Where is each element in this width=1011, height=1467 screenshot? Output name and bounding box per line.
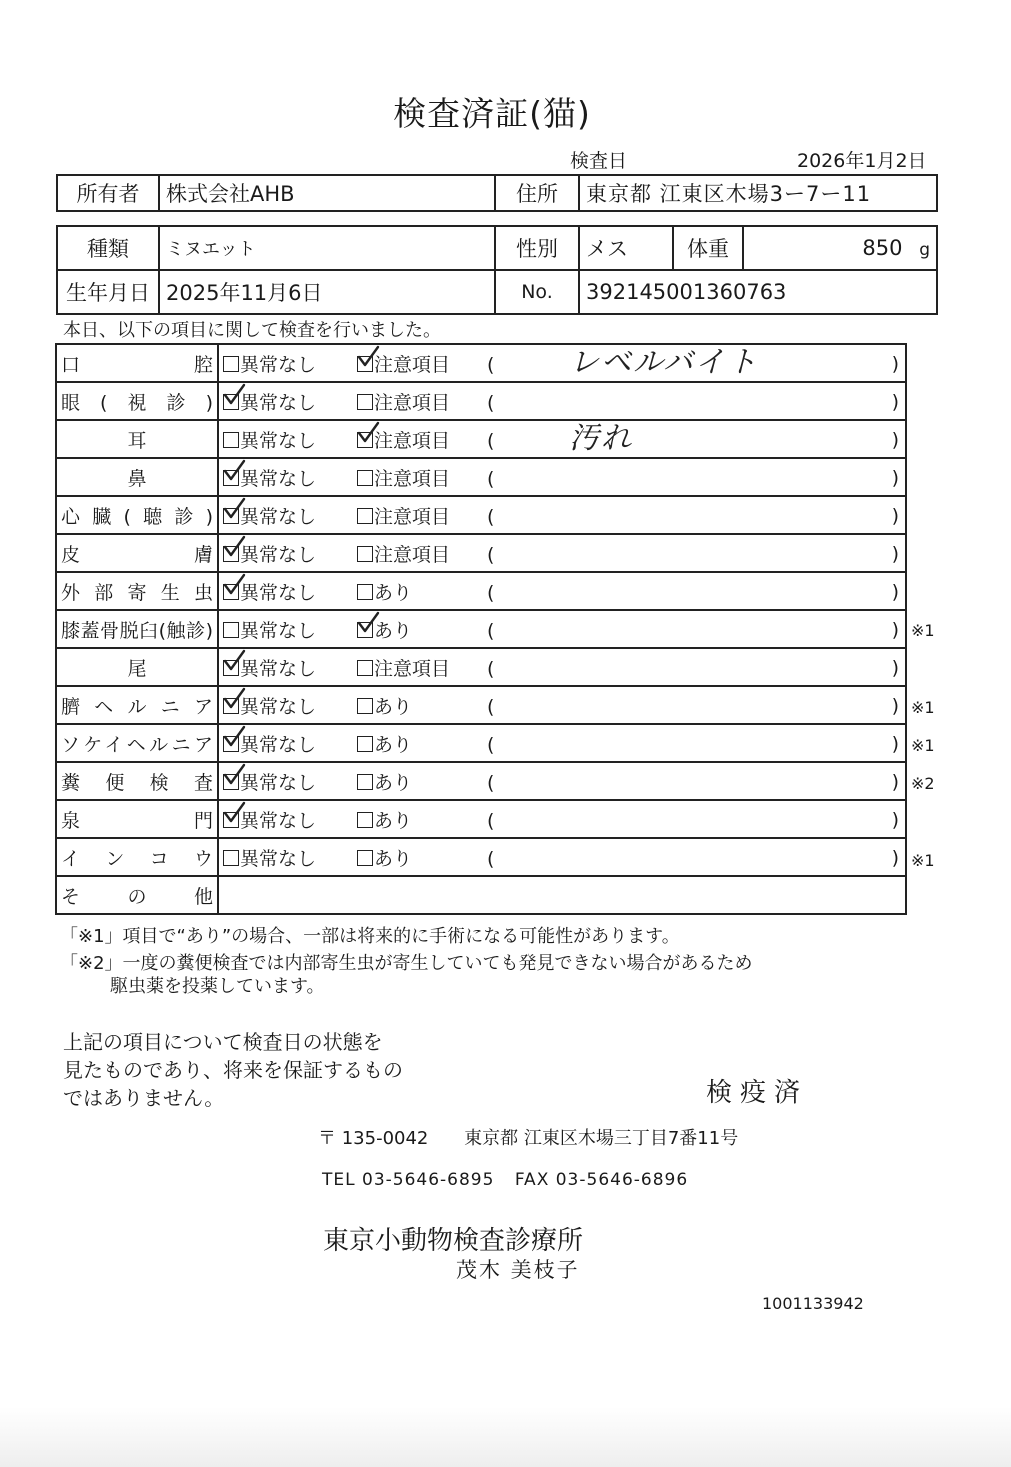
paren-close: ) xyxy=(891,467,899,489)
checkbox-normal xyxy=(223,774,239,790)
checkbox-attention xyxy=(357,394,373,410)
paren-open: ( xyxy=(487,543,495,566)
paren-close: ) xyxy=(891,619,899,641)
option-normal-label: 異常なし xyxy=(240,581,317,604)
inspection-item-label: インコウ xyxy=(56,838,218,876)
breed-label: 種類 xyxy=(57,226,159,270)
number-value: 392145001360763 xyxy=(579,270,937,314)
check-mark-icon xyxy=(222,459,246,483)
exam-date-label: 検査日 xyxy=(570,150,628,172)
option-normal xyxy=(223,502,357,529)
exam-date-value: 2026年1月2日 xyxy=(797,150,927,172)
paren-close: ) xyxy=(891,505,899,527)
paren-open: ( xyxy=(487,391,495,414)
paren-close: ) xyxy=(891,733,899,755)
paren-open: ( xyxy=(487,353,495,376)
number-label: No. xyxy=(495,270,579,314)
clinic-name: 東京小動物検査診療所 xyxy=(323,1226,584,1256)
option-normal-label: 異常なし xyxy=(240,391,317,414)
check-mark-icon xyxy=(356,345,380,369)
inspection-row xyxy=(56,724,906,762)
handwritten-note: レベルバイト xyxy=(569,345,759,380)
option-attention xyxy=(357,388,487,415)
footnote-mark: ※2 xyxy=(911,774,935,794)
option-attention-label: あり xyxy=(374,847,413,870)
option-normal-label: 異常なし xyxy=(240,771,317,794)
inspection-result-cell xyxy=(218,724,906,762)
inspection-result-cell xyxy=(218,534,906,572)
inspection-row xyxy=(56,686,906,724)
option-attention-label: 注意項目 xyxy=(374,353,451,376)
check-mark-icon xyxy=(356,421,380,445)
option-normal-label: 異常なし xyxy=(240,733,317,756)
checkbox-attention xyxy=(357,774,373,790)
inspection-item-label: ソケイヘルニア xyxy=(56,724,218,762)
option-normal-label: 異常なし xyxy=(240,695,317,718)
checkbox-normal xyxy=(223,394,239,410)
check-mark-icon xyxy=(222,535,246,559)
disclaimer xyxy=(63,1028,403,1112)
option-attention-label: あり xyxy=(374,771,413,794)
sex-value: メス xyxy=(579,226,673,270)
checkbox-normal xyxy=(223,698,239,714)
inspection-result-cell xyxy=(218,344,906,382)
option-normal-label: 異常なし xyxy=(240,429,317,452)
checkbox-normal xyxy=(223,356,239,372)
inspection-item-label: 皮膚 xyxy=(56,534,218,572)
option-attention xyxy=(357,654,487,681)
paren-close: ) xyxy=(891,657,899,679)
inspection-item-label: 臍ヘルニア xyxy=(56,686,218,724)
tel-number: TEL 03-5646-6895 xyxy=(322,1170,495,1190)
pet-table xyxy=(56,225,938,315)
option-normal xyxy=(223,654,357,681)
inspection-row xyxy=(56,344,906,382)
checkbox-attention xyxy=(357,432,373,448)
footnote-mark: ※1 xyxy=(911,850,935,870)
other-value xyxy=(218,876,906,914)
checkbox-attention xyxy=(357,356,373,372)
option-attention xyxy=(357,844,487,871)
option-attention xyxy=(357,464,487,491)
inspection-row xyxy=(56,610,906,648)
footnote-mark: ※1 xyxy=(911,697,935,717)
inspection-result-cell xyxy=(218,458,906,496)
option-normal-label: 異常なし xyxy=(240,847,317,870)
paren-close: ) xyxy=(891,353,899,375)
option-attention xyxy=(357,692,487,719)
disclaimer-line: 見たものであり、将来を保証するもの xyxy=(63,1058,403,1082)
check-mark-icon xyxy=(222,725,246,749)
inspection-row xyxy=(56,838,906,876)
checkbox-normal xyxy=(223,432,239,448)
paren-close: ) xyxy=(891,847,899,869)
address-label: 住所 xyxy=(495,175,579,211)
inspection-item-label: 糞便検査 xyxy=(56,762,218,800)
breed-value: ミヌエット xyxy=(159,226,495,270)
inspection-result-cell xyxy=(218,496,906,534)
checkbox-normal xyxy=(223,584,239,600)
option-normal xyxy=(223,844,357,871)
option-attention-label: 注意項目 xyxy=(374,657,451,680)
paren-open: ( xyxy=(487,733,495,756)
option-attention-label: あり xyxy=(374,581,413,604)
inspection-result-cell xyxy=(218,382,906,420)
check-mark-icon xyxy=(222,649,246,673)
clinic-address-text: 東京都 江東区木場三丁目7番11号 xyxy=(464,1128,739,1149)
checkbox-attention xyxy=(357,584,373,600)
checkbox-attention xyxy=(357,470,373,486)
weight-label: 体重 xyxy=(673,226,743,270)
paren-close: ) xyxy=(891,809,899,831)
option-attention-label: 注意項目 xyxy=(374,505,451,528)
option-attention-label: あり xyxy=(374,695,413,718)
owner-value: 株式会社AHB xyxy=(159,175,495,211)
checkbox-normal xyxy=(223,622,239,638)
inspection-row xyxy=(56,762,906,800)
option-normal-label: 異常なし xyxy=(240,619,317,642)
postal-code: 〒 135-0042 xyxy=(318,1128,429,1149)
inspection-item-label: 眼(視診) xyxy=(56,382,218,420)
weight-cell xyxy=(743,226,937,270)
checkbox-attention xyxy=(357,736,373,752)
checkbox-attention xyxy=(357,812,373,828)
option-attention-label: 注意項目 xyxy=(374,429,451,452)
paren-open: ( xyxy=(487,771,495,794)
note-2-line-1: 「※2」一度の糞便検査では内部寄生虫が寄生していても発見できない場合があるため xyxy=(60,953,753,974)
option-normal xyxy=(223,768,357,795)
footnote-mark: ※1 xyxy=(911,736,935,755)
note-1: 「※1」項目で“あり”の場合、一部は将来的に手術になる可能性があります。 xyxy=(60,926,680,947)
check-mark-icon xyxy=(222,763,246,787)
inspection-row xyxy=(56,496,906,534)
option-normal-label: 異常なし xyxy=(240,657,317,680)
checkbox-normal xyxy=(223,546,239,562)
owner-table xyxy=(56,174,938,212)
clinic-address xyxy=(318,1124,738,1150)
option-attention xyxy=(357,350,487,377)
option-attention xyxy=(357,578,487,605)
quarantine-stamp: 検疫済 xyxy=(706,1078,809,1108)
inspection-result-cell xyxy=(218,420,906,458)
paren-open: ( xyxy=(487,581,495,604)
option-attention-label: 注意項目 xyxy=(374,467,451,490)
option-normal xyxy=(223,350,357,377)
option-attention xyxy=(357,426,487,453)
option-attention xyxy=(357,768,487,795)
inspection-result-cell xyxy=(218,572,906,610)
paren-open: ( xyxy=(487,809,495,832)
option-normal xyxy=(223,692,357,719)
option-normal xyxy=(223,616,357,643)
paren-open: ( xyxy=(487,429,495,452)
disclaimer-line: ではありません。 xyxy=(63,1086,225,1110)
inspection-result-cell xyxy=(218,762,906,800)
inspection-result-cell xyxy=(218,838,906,876)
option-attention-label: 注意項目 xyxy=(374,391,451,414)
inspection-row xyxy=(56,458,906,496)
option-attention-label: あり xyxy=(374,619,413,642)
option-normal xyxy=(223,426,357,453)
option-normal-label: 異常なし xyxy=(240,809,317,832)
checkbox-attention xyxy=(357,698,373,714)
paren-open: ( xyxy=(487,467,495,490)
inspection-row xyxy=(56,648,906,686)
document-title: 検査済証(猫) xyxy=(393,94,591,133)
checkbox-normal xyxy=(223,508,239,524)
paren-close: ) xyxy=(891,543,899,565)
paren-close: ) xyxy=(891,391,899,413)
option-attention xyxy=(357,540,487,567)
checkbox-attention xyxy=(357,622,373,638)
responsible-person: 茂木 美枝子 xyxy=(456,1258,580,1282)
paren-close: ) xyxy=(891,695,899,717)
inspection-item-label: 鼻 xyxy=(56,458,218,496)
option-attention-label: あり xyxy=(374,809,413,832)
inspection-result-cell xyxy=(218,648,906,686)
inspection-row xyxy=(56,800,906,838)
inspection-result-cell xyxy=(218,686,906,724)
checkbox-attention xyxy=(357,508,373,524)
contact-line xyxy=(322,1170,688,1190)
paren-open: ( xyxy=(487,505,495,528)
checkbox-normal xyxy=(223,470,239,486)
option-normal xyxy=(223,730,357,757)
sex-label: 性別 xyxy=(495,226,579,270)
address-value: 東京都 江東区木場3ー7ー11 xyxy=(579,175,937,211)
check-mark-icon xyxy=(222,687,246,711)
inspection-item-label: 口腔 xyxy=(56,344,218,382)
inspection-item-label: 尾 xyxy=(56,648,218,686)
inspection-item-label: 心臓(聴診) xyxy=(56,496,218,534)
check-mark-icon xyxy=(222,801,246,825)
checkbox-attention xyxy=(357,850,373,866)
inspection-row xyxy=(56,572,906,610)
weight-unit: g xyxy=(919,240,930,260)
option-normal-label: 異常なし xyxy=(240,353,317,376)
weight-value: 850 xyxy=(862,236,903,260)
option-attention xyxy=(357,502,487,529)
option-attention xyxy=(357,806,487,833)
intro-text: 本日、以下の項目に関して検査を行いました。 xyxy=(63,320,441,341)
scan-shadow xyxy=(0,1407,1011,1467)
birth-value: 2025年11月6日 xyxy=(159,270,495,314)
option-normal xyxy=(223,806,357,833)
paren-open: ( xyxy=(487,847,495,870)
check-mark-icon xyxy=(356,611,380,635)
option-normal-label: 異常なし xyxy=(240,543,317,566)
inspection-item-label: 耳 xyxy=(56,420,218,458)
inspection-row-other xyxy=(56,876,906,914)
birth-label: 生年月日 xyxy=(57,270,159,314)
option-normal-label: 異常なし xyxy=(240,467,317,490)
option-attention xyxy=(357,730,487,757)
footnote-mark: ※1 xyxy=(911,621,935,641)
check-mark-icon xyxy=(222,497,246,521)
checkbox-normal xyxy=(223,736,239,752)
option-attention-label: 注意項目 xyxy=(374,543,451,566)
check-mark-icon xyxy=(222,383,246,407)
option-attention-label: あり xyxy=(374,733,413,756)
inspection-item-label: 膝蓋骨脱臼(触診) xyxy=(56,610,218,648)
checkbox-normal xyxy=(223,660,239,676)
inspection-item-label: 泉門 xyxy=(56,800,218,838)
checkbox-normal xyxy=(223,850,239,866)
checkbox-attention xyxy=(357,660,373,676)
option-normal xyxy=(223,578,357,605)
owner-label: 所有者 xyxy=(57,175,159,211)
option-normal xyxy=(223,388,357,415)
inspection-table xyxy=(55,343,907,915)
paren-open: ( xyxy=(487,657,495,680)
check-mark-icon xyxy=(222,573,246,597)
option-normal-label: 異常なし xyxy=(240,505,317,528)
inspection-item-label: 外部寄生虫 xyxy=(56,572,218,610)
handwritten-note: 汚れ xyxy=(569,421,633,456)
checkbox-normal xyxy=(223,812,239,828)
paren-close: ) xyxy=(891,771,899,793)
paren-open: ( xyxy=(487,619,495,642)
paren-close: ) xyxy=(891,429,899,451)
option-normal xyxy=(223,464,357,491)
other-label: その他 xyxy=(56,876,218,914)
inspection-row xyxy=(56,534,906,572)
inspection-row xyxy=(56,382,906,420)
inspection-result-cell xyxy=(218,800,906,838)
inspection-row xyxy=(56,420,906,458)
disclaimer-line: 上記の項目について検査日の状態を xyxy=(63,1030,383,1054)
note-2-line-2: 駆虫薬を投薬しています。 xyxy=(110,976,325,997)
checkbox-attention xyxy=(357,546,373,562)
inspection-result-cell xyxy=(218,610,906,648)
paren-open: ( xyxy=(487,695,495,718)
paren-close: ) xyxy=(891,581,899,603)
fax-number: FAX 03-5646-6896 xyxy=(514,1170,689,1190)
option-attention xyxy=(357,616,487,643)
serial-number: 1001133942 xyxy=(762,1294,864,1313)
option-normal xyxy=(223,540,357,567)
